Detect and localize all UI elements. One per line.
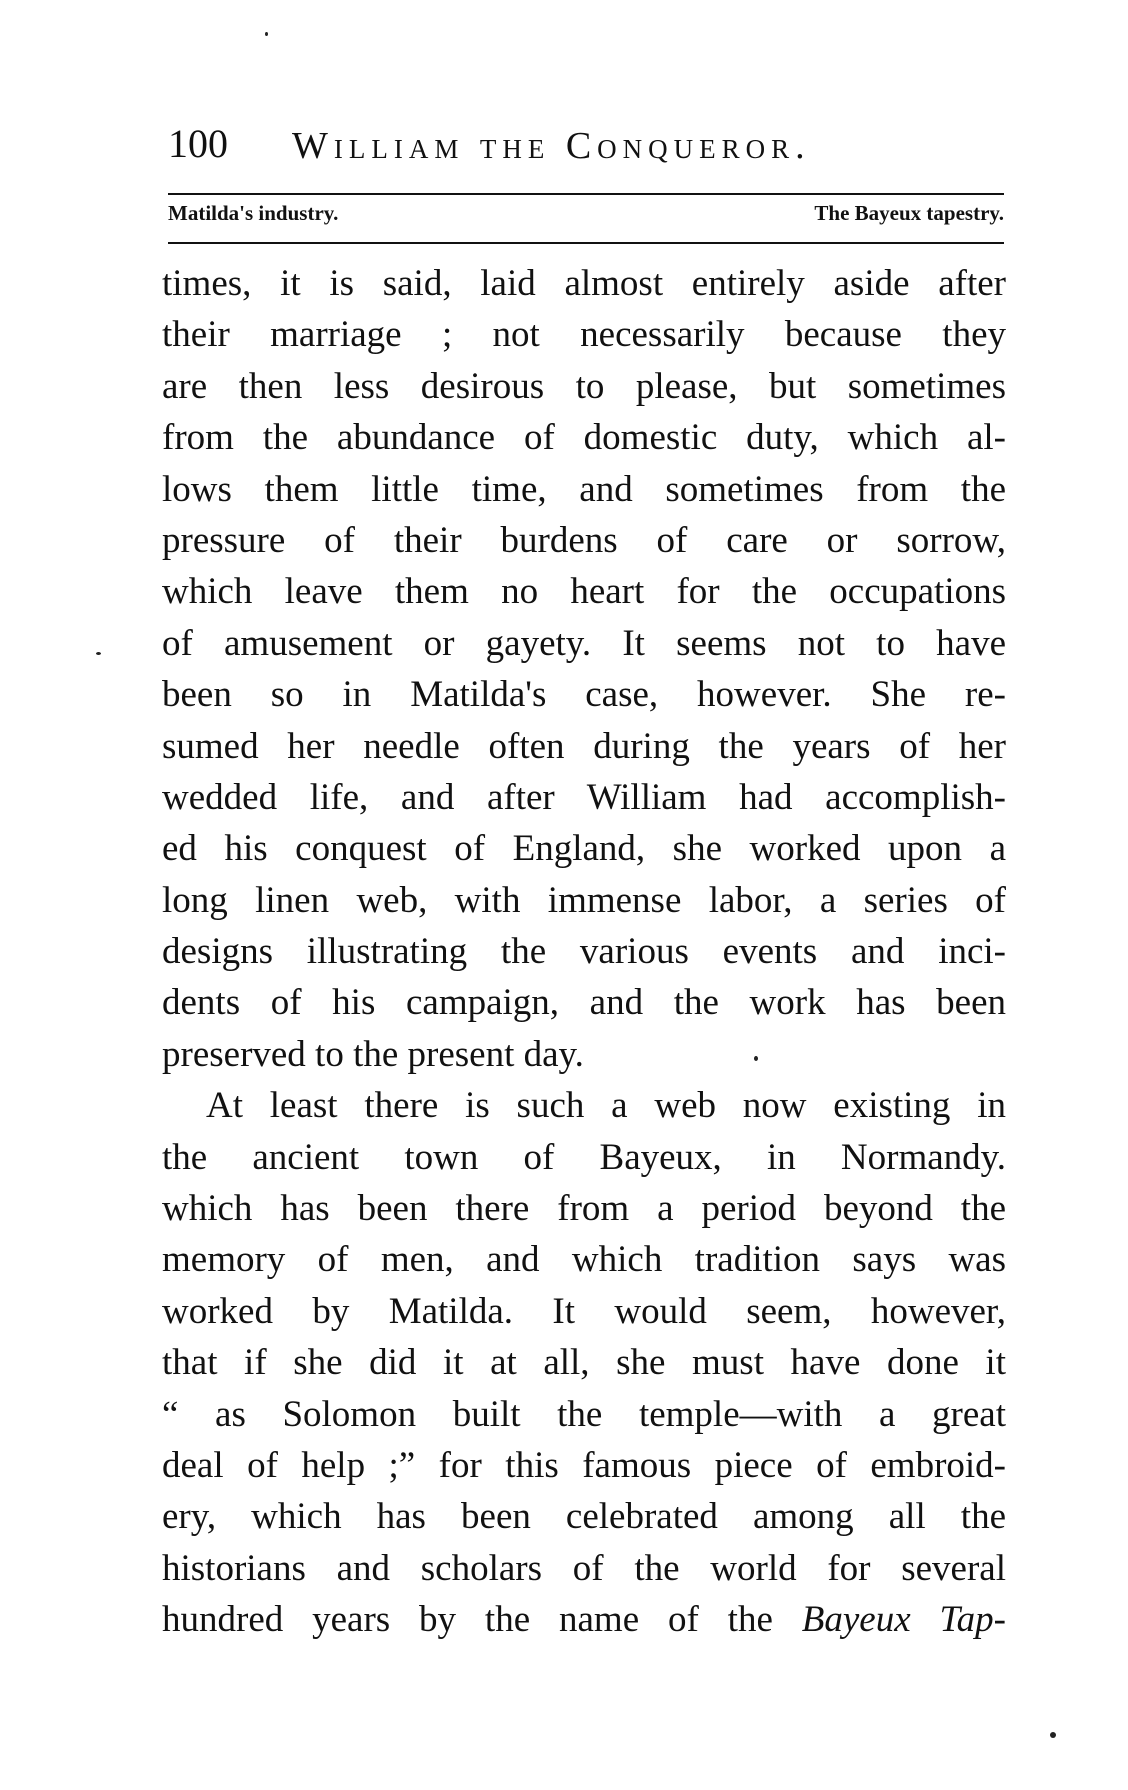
text-line: dents of his campaign, and the work has been xyxy=(162,982,1006,1024)
text-line: wedded life, and after William had accomplish- xyxy=(162,776,1006,818)
text-line: preserved to the present day. xyxy=(162,1033,584,1075)
body-text xyxy=(162,258,1006,1646)
subhead-left: Matilda's industry. xyxy=(168,201,339,225)
paragraph-1 xyxy=(162,258,1006,1080)
text-line: from the abundance of domestic duty, which al- xyxy=(162,417,1006,459)
final-line-roman: hundred years by the name of the xyxy=(162,1599,773,1641)
text-line-final xyxy=(162,1594,1006,1645)
text-line: worked by Matilda. It would seem, however, xyxy=(162,1290,1006,1332)
scan-speck xyxy=(96,652,101,655)
text-line: deal of help ;” for this famous piece of embroid- xyxy=(162,1444,1006,1486)
text-line: which has been there from a period beyond the xyxy=(162,1188,1006,1230)
header-rule-top xyxy=(168,193,1004,195)
text-line: the ancient town of Bayeux, in Normandy. xyxy=(162,1136,1006,1178)
text-line: designs illustrating the various events and inci- xyxy=(162,931,1006,973)
text-line: historians and scholars of the world for several xyxy=(162,1547,1006,1589)
page-number: 100 xyxy=(168,121,228,166)
header-rule-bottom xyxy=(168,242,1004,244)
running-title: William the Conqueror. xyxy=(292,125,811,167)
text-line: ery, which has been celebrated among all the xyxy=(162,1496,1006,1538)
text-line: that if she did it at all, she must have done it xyxy=(162,1342,1006,1384)
text-line: “ as Solomon built the temple—with a great xyxy=(162,1393,1006,1435)
text-line: are then less desirous to please, but sometimes xyxy=(162,365,1006,407)
text-line: ed his conquest of England, she worked upon a xyxy=(162,828,1006,870)
text-line: of amusement or gayety. It seems not to have xyxy=(162,622,1006,664)
scan-speck xyxy=(754,1056,758,1061)
text-line: their marriage ; not necessarily because they xyxy=(162,314,1006,356)
text-line: memory of men, and which tradition says was xyxy=(162,1239,1006,1281)
text-line: times, it is said, laid almost entirely aside after xyxy=(162,263,1006,304)
text-line: long linen web, with immense labor, a series of xyxy=(162,879,1006,921)
text-line: been so in Matilda's case, however. She re- xyxy=(162,674,1006,716)
scan-speck xyxy=(1050,1732,1056,1738)
scan-speck xyxy=(265,32,268,36)
final-line-italic: Bayeux Tap- xyxy=(801,1599,1006,1641)
text-line: pressure of their burdens of care or sorrow, xyxy=(162,519,1006,561)
text-line: which leave them no heart for the occupations xyxy=(162,571,1006,613)
paragraph-2 xyxy=(162,1080,1006,1645)
text-line: sumed her needle often during the years of her xyxy=(162,725,1006,767)
text-line: At least there is such a web now existing in xyxy=(206,1085,1006,1127)
subhead-right: The Bayeux tapestry. xyxy=(814,201,1004,225)
text-line: lows them little time, and sometimes from the xyxy=(162,468,1006,510)
